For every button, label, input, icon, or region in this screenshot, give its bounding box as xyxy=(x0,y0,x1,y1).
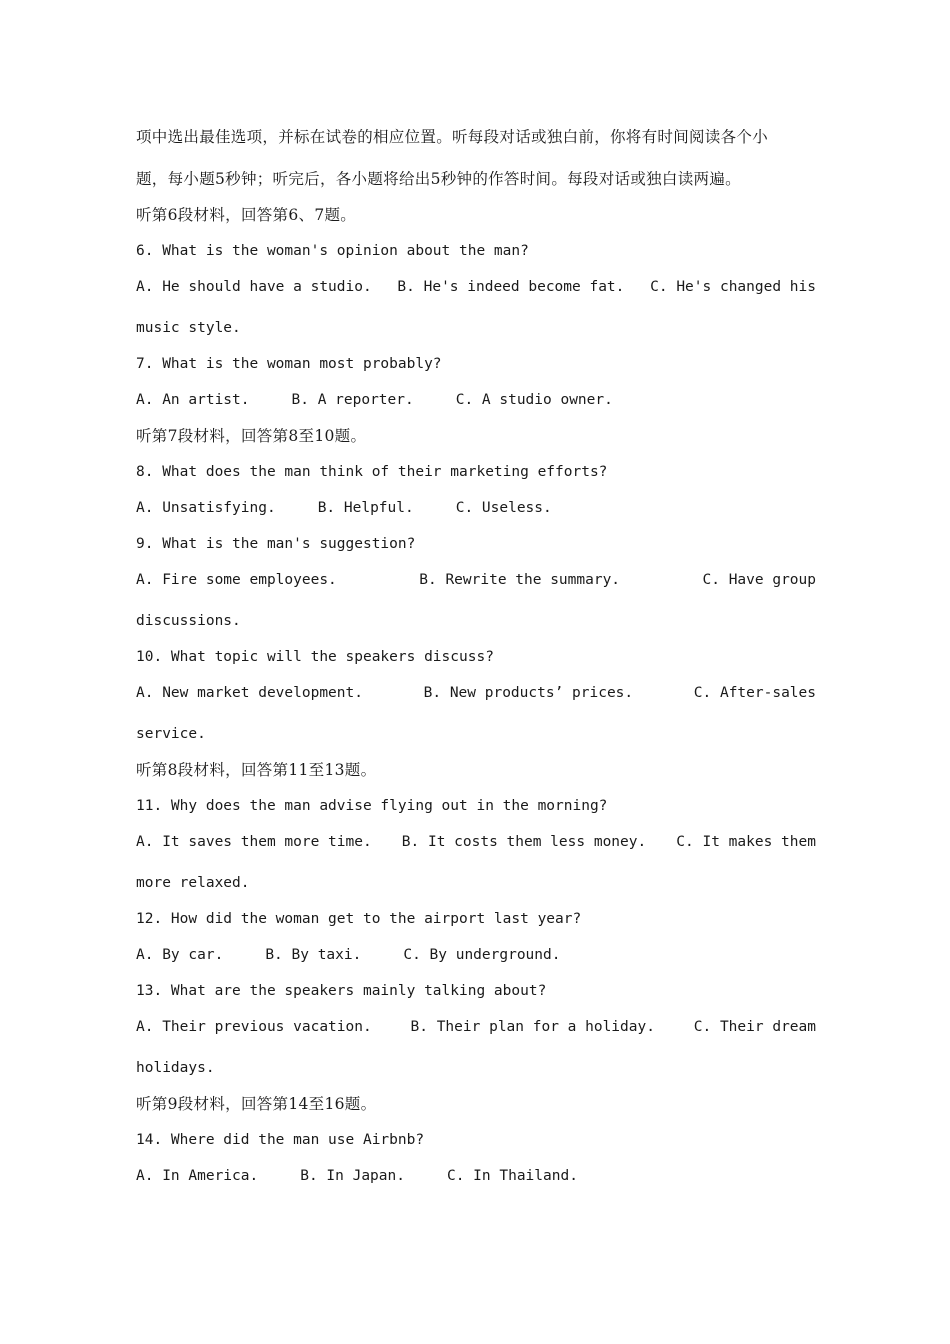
option-a: A. By car. xyxy=(136,947,224,963)
question-12: 12. How did the woman get to the airport last year? xyxy=(136,911,582,927)
question-7-options xyxy=(136,390,816,410)
option-a: A. He should have a studio. xyxy=(136,279,372,295)
question-12-options xyxy=(136,945,816,965)
option-c-continuation: music style. xyxy=(136,320,241,336)
option-b: B. Rewrite the summary. xyxy=(419,572,621,588)
option-c: C. Have group xyxy=(702,572,816,588)
instructions-line-2: 题，每小题5秒钟；听完后，各小题将给出5秒钟的作答时间。每段对话或独白读两遍。 xyxy=(136,170,741,188)
option-c: C. Useless. xyxy=(455,500,552,516)
option-b: B. New products’ prices. xyxy=(423,685,634,701)
question-8: 8. What does the man think of their marketing efforts? xyxy=(136,464,608,480)
option-b: B. Their plan for a holiday. xyxy=(410,1019,655,1035)
question-13-options xyxy=(136,1017,816,1037)
question-14-options xyxy=(136,1166,816,1186)
option-c: C. By underground. xyxy=(403,947,561,963)
question-9-options xyxy=(136,570,816,590)
instructions-line-1: 项中选出最佳选项，并标在试卷的相应位置。听每段对话或独白前，你将有时间阅读各个小 xyxy=(136,128,769,146)
option-b: B. He's indeed become fat. xyxy=(397,279,625,295)
question-7: 7. What is the woman most probably? xyxy=(136,356,442,372)
question-10: 10. What topic will the speakers discuss? xyxy=(136,649,494,665)
option-c-continuation: more relaxed. xyxy=(136,875,250,891)
option-a: A. It saves them more time. xyxy=(136,834,372,850)
question-11: 11. Why does the man advise flying out in the morning? xyxy=(136,798,608,814)
question-6-options xyxy=(136,277,816,297)
question-9: 9. What is the man's suggestion? xyxy=(136,536,416,552)
option-a: A. Unsatisfying. xyxy=(136,500,276,516)
option-c-continuation: service. xyxy=(136,726,206,742)
option-c: C. After-sales xyxy=(693,685,816,701)
option-c: C. It makes them xyxy=(676,834,816,850)
option-a: A. An artist. xyxy=(136,392,250,408)
option-a: A. New market development. xyxy=(136,685,363,701)
section-8-heading: 听第8段材料，回答第11至13题。 xyxy=(136,761,377,779)
option-c: C. A studio owner. xyxy=(455,392,613,408)
option-c: C. Their dream xyxy=(693,1019,816,1035)
question-13: 13. What are the speakers mainly talking about? xyxy=(136,983,547,999)
option-a: A. In America. xyxy=(136,1168,259,1184)
option-b: B. In Japan. xyxy=(300,1168,405,1184)
question-10-options xyxy=(136,683,816,703)
option-b: B. Helpful. xyxy=(317,500,414,516)
question-11-options xyxy=(136,832,816,852)
section-9-heading: 听第9段材料，回答第14至16题。 xyxy=(136,1095,377,1113)
question-14: 14. Where did the man use Airbnb? xyxy=(136,1132,425,1148)
section-7-heading: 听第7段材料，回答第8至10题。 xyxy=(136,427,367,445)
option-b: B. By taxi. xyxy=(265,947,362,963)
option-b: B. It costs them less money. xyxy=(401,834,647,850)
question-6: 6. What is the woman's opinion about the man? xyxy=(136,243,529,259)
option-c: C. In Thailand. xyxy=(446,1168,578,1184)
option-a: A. Their previous vacation. xyxy=(136,1019,372,1035)
section-6-heading: 听第6段材料，回答第6、7题。 xyxy=(136,206,357,224)
option-b: B. A reporter. xyxy=(291,392,414,408)
option-c: C. He's changed his xyxy=(650,279,816,295)
option-c-continuation: discussions. xyxy=(136,613,241,629)
option-a: A. Fire some employees. xyxy=(136,572,337,588)
question-8-options xyxy=(136,498,816,518)
option-c-continuation: holidays. xyxy=(136,1060,215,1076)
